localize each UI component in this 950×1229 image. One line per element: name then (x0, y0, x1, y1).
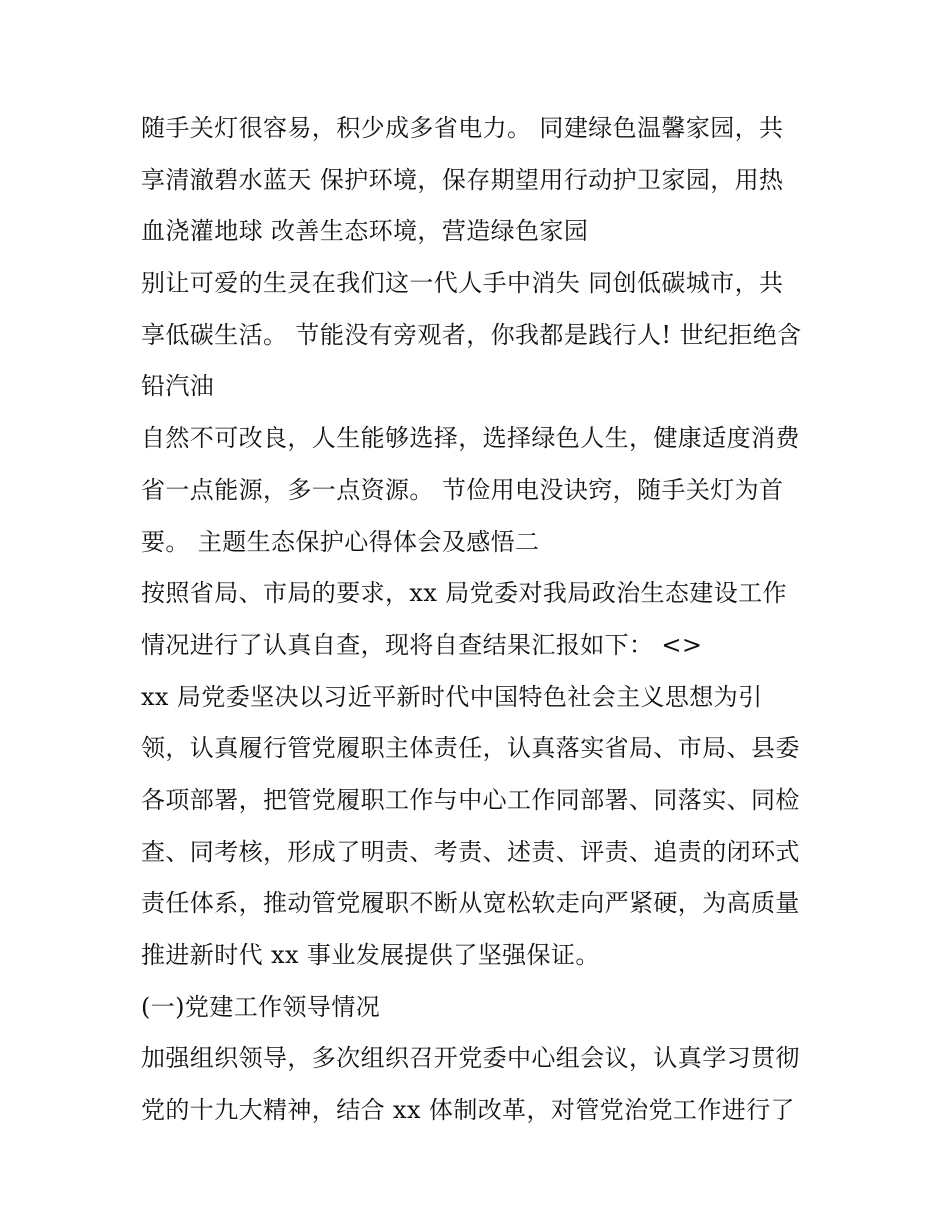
text-line: 党的十九大精神，结合 xx 体制改革，对管党治党工作进行了 (141, 1096, 795, 1125)
text-line: 按照省局、市局的要求，xx 局党委对我局政治生态建设工作 (141, 579, 787, 608)
text-line: 享清澈碧水蓝天 保护环境，保存期望用行动护卫家园，用热 (141, 165, 784, 194)
text-line: 责任体系，推动管党履职不断从宽松软走向严紧硬，为高质量 (141, 889, 800, 918)
text-line: 别让可爱的生灵在我们这一代人手中消失 同创低碳城市，共 (141, 269, 784, 298)
text-line: 情况进行了认真自查，现将自查结果汇报如下： <> (141, 630, 703, 659)
text-line: 省一点能源，多一点资源。 节俭用电没诀窍，随手关灯为首 (141, 475, 784, 504)
text-line: 查、同考核，形成了明责、考责、述责、评责、追责的闭环式 (141, 837, 800, 866)
text-line: 领，认真履行管党履职主体责任，认真落实省局、市局、县委 (141, 734, 800, 763)
text-line: 各项部署，把管党履职工作与中心工作同部署、同落实、同检 (141, 785, 800, 814)
document-body (141, 103, 821, 1137)
text-line: 加强组织领导，多次组织召开党委中心组会议，认真学习贯彻 (141, 1044, 800, 1073)
text-line: 要。 主题生态保护心得体会及感悟二 (141, 527, 540, 556)
text-line: 享低碳生活。 节能没有旁观者，你我都是践行人! 世纪拒绝含 (141, 320, 802, 349)
text-line: 随手关灯很容易，积少成多省电力。 同建绿色温馨家园，共 (141, 114, 784, 142)
text-line: 铅汽油 (141, 372, 215, 401)
text-line: 血浇灌地球 改善生态环境，营造绿色家园 (141, 217, 589, 246)
section-heading: (一)党建工作领导情况 (141, 992, 381, 1021)
text-line: 自然不可改良，人生能够选择，选择绿色人生，健康适度消费 (141, 424, 800, 453)
text-line: xx 局党委坚决以习近平新时代中国特色社会主义思想为引 (141, 682, 763, 711)
text-line: 推进新时代 xx 事业发展提供了坚强保证。 (141, 941, 600, 969)
